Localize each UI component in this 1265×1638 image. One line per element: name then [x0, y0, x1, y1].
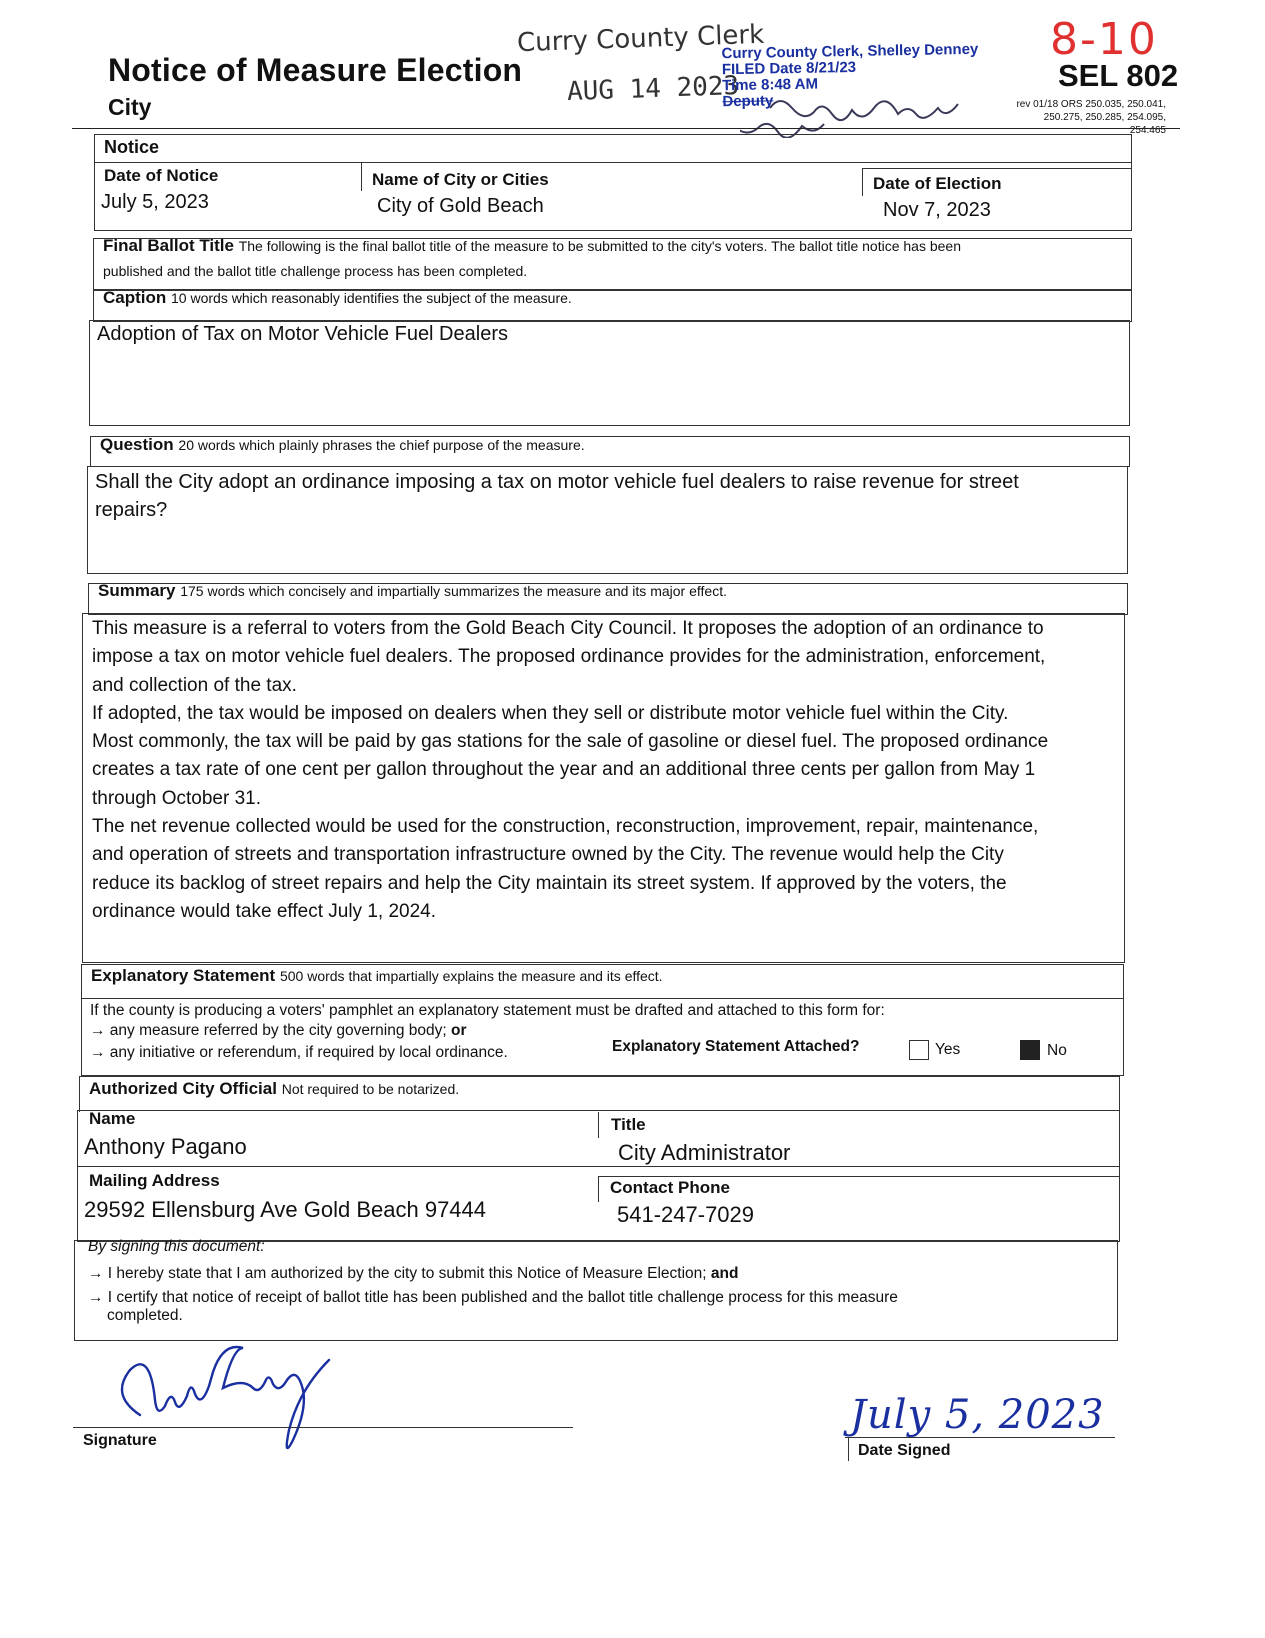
cert-line-2b: completed.: [107, 1307, 183, 1324]
form-subtitle: City: [108, 94, 152, 120]
cert-line-1-and: and: [710, 1265, 739, 1282]
form-title: Notice of Measure Election: [108, 52, 523, 88]
phone-value: 541-247-7029: [617, 1202, 755, 1227]
caption-value: Adoption of Tax on Motor Vehicle Fuel Dealers: [97, 323, 508, 345]
handwritten-date: July 5, 2023: [850, 1392, 1105, 1438]
caption-heading: Caption: [103, 288, 167, 307]
summary-line: and collection of the tax.: [92, 674, 297, 696]
election-date-label: Date of Election: [873, 174, 1002, 193]
caption-desc: 10 words which reasonably identifies the subject of the measure.: [171, 290, 572, 306]
summary-line: creates a tax rate of one cent per gallon throughout the year and an additional three cents per gallon from May 1: [92, 759, 1036, 781]
cert-line-1: [88, 1265, 738, 1283]
divider: [361, 163, 362, 191]
revision-note: rev 01/18 ORS 250.035, 250.041, 250.275, 250.285, 254.095, 254.465: [1016, 99, 1166, 136]
divider: [598, 1176, 599, 1202]
name-label: Name: [89, 1109, 136, 1128]
summary-line: This measure is a referral to voters from the Gold Beach City Council. It proposes the adoption of an ordinance to: [92, 618, 1044, 639]
filed-stamp-line: FILED Date 8/21/23: [721, 58, 857, 79]
date-of-notice-label: Date of Notice: [104, 166, 219, 185]
form-number: SEL 802: [1058, 58, 1179, 93]
explanatory-heading: Explanatory Statement: [91, 966, 276, 985]
explanatory-line-2-text: → any measure referred by the city governing body;: [90, 1022, 447, 1039]
handwritten-signature: [100, 1345, 380, 1475]
explanatory-line-1: If the county is producing a voters' pamphlet an explanatory statement must be drafted and attached to this form for:: [90, 1002, 885, 1019]
divider: [81, 998, 1124, 999]
official-heading: Authorized City Official: [89, 1079, 277, 1098]
cert-line-2: → I certify that notice of receipt of ballot title has been published and the ballot title challenge process for this measure: [88, 1289, 898, 1306]
final-ballot-title-heading: Final Ballot Title: [103, 236, 234, 255]
explanatory-line-2: [90, 1022, 467, 1040]
received-stamp-date: AUG 14 2023: [566, 71, 740, 107]
summary-line: ordinance would take effect July 1, 2024.: [92, 900, 436, 922]
question-line: repairs?: [95, 499, 168, 521]
official-desc: Not required to be notarized.: [281, 1081, 460, 1097]
received-stamp-clerk: Curry County Clerk: [516, 19, 765, 59]
city-name-label: Name of City or Cities: [372, 170, 549, 189]
summary-heading: Summary: [98, 581, 176, 600]
final-ballot-title-label: [103, 236, 961, 256]
divider: [598, 1176, 1120, 1177]
red-filing-number: 8-10: [1050, 14, 1158, 65]
divider: [77, 1166, 1120, 1167]
summary-desc: 175 words which concisely and impartially summarizes the measure and its major effect.: [180, 583, 727, 599]
name-value: Anthony Pagano: [84, 1134, 247, 1159]
question-heading: Question: [100, 435, 174, 454]
explanatory-label: [91, 966, 663, 986]
summary-line: reduce its backlog of street repairs and help the City maintain its street system. If approved by the voters, the: [92, 872, 1007, 894]
question-desc: 20 words which plainly phrases the chief purpose of the measure.: [178, 437, 585, 453]
official-label: [89, 1079, 459, 1099]
yes-checkbox[interactable]: [909, 1040, 929, 1060]
question-text: [95, 468, 1125, 524]
yes-label: Yes: [935, 1041, 961, 1058]
no-checkbox-checked[interactable]: [1020, 1040, 1040, 1060]
date-signed-label: Date Signed: [858, 1442, 951, 1459]
summary-line: The net revenue collected would be used for the construction, reconstruction, improvement, repair, maintenance,: [92, 816, 1039, 838]
election-date-value: Nov 7, 2023: [883, 199, 991, 221]
date-of-notice-value: July 5, 2023: [101, 191, 209, 213]
signature-label: Signature: [83, 1432, 157, 1449]
summary-label: [98, 581, 727, 601]
address-label: Mailing Address: [89, 1171, 220, 1190]
explanatory-line-3: → any initiative or referendum, if required by local ordinance.: [90, 1044, 508, 1061]
explanatory-desc: 500 words that impartially explains the measure and its effect.: [279, 968, 663, 984]
no-label: No: [1047, 1042, 1067, 1059]
final-ballot-title-desc-2: published and the ballot title challenge process has been completed.: [103, 263, 528, 279]
header-rule: [72, 128, 1180, 129]
summary-line: through October 31.: [92, 787, 261, 809]
deputy-signature-scribble: [740, 88, 980, 138]
divider: [862, 168, 1132, 169]
filed-stamp-line: Time 8:48 AM: [722, 75, 819, 95]
summary-text: [92, 615, 1122, 926]
explanatory-line-2-or: or: [451, 1022, 467, 1039]
divider: [598, 1112, 599, 1138]
question-label: [100, 435, 585, 455]
explanatory-attached-label: Explanatory Statement Attached?: [612, 1038, 860, 1055]
address-value: 29592 Ellensburg Ave Gold Beach 97444: [84, 1197, 487, 1222]
question-line: Shall the City adopt an ordinance imposing a tax on motor vehicle fuel dealers to raise revenue for street: [95, 471, 1019, 493]
city-name-value: City of Gold Beach: [377, 195, 544, 217]
signing-intro: By signing this document:: [88, 1238, 265, 1255]
summary-line: Most commonly, the tax will be paid by gas stations for the sale of gasoline or diesel fuel. The proposed ordinance: [92, 731, 1049, 753]
filed-stamp-line: Deputy: [722, 92, 774, 111]
summary-line: and operation of streets and transportation infrastructure owned by the City. The revenue would help the City: [92, 844, 1004, 866]
cert-line-1-text: → I hereby state that I am authorized by the city to submit this Notice of Measure Election;: [88, 1265, 707, 1282]
date-line: [845, 1437, 1115, 1438]
final-ballot-title-desc: The following is the final ballot title of the measure to be submitted to the city's voters. The ballot title notice has been: [238, 238, 961, 254]
caption-label: [103, 288, 572, 308]
phone-label: Contact Phone: [610, 1178, 730, 1197]
signature-line: [73, 1427, 573, 1428]
divider: [862, 168, 863, 196]
divider: [94, 162, 1132, 163]
notice-label: Notice: [104, 137, 160, 157]
summary-line: If adopted, the tax would be imposed on dealers when they sell or distribute motor vehicle fuel within the City.: [92, 702, 1009, 724]
summary-line: impose a tax on motor vehicle fuel dealers. The proposed ordinance provides for the administration, enforcement,: [92, 646, 1046, 668]
filed-stamp-line: Curry County Clerk, Shelley Denney: [721, 40, 979, 63]
title-label: Title: [611, 1115, 646, 1134]
divider: [848, 1437, 849, 1461]
title-value: City Administrator: [618, 1140, 791, 1165]
